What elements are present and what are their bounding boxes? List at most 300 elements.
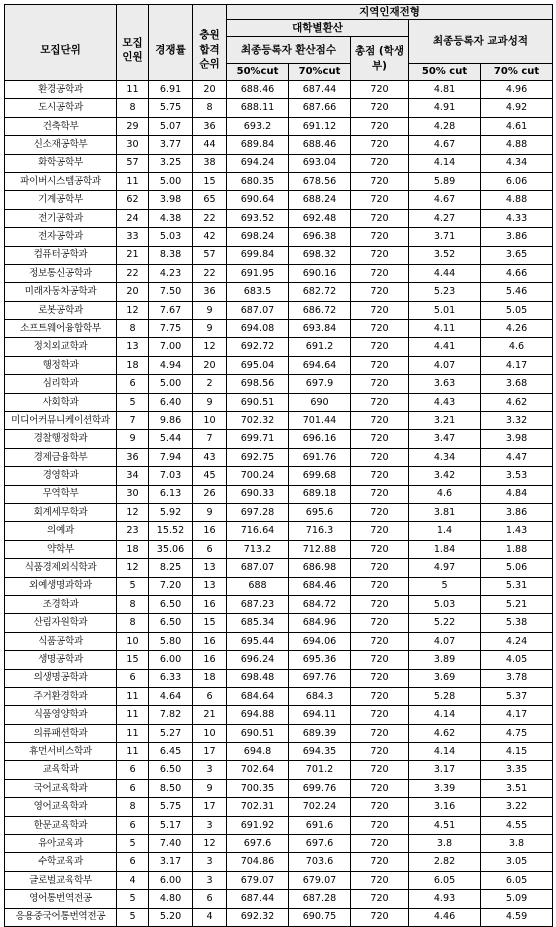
total-cell: 720: [351, 798, 409, 816]
table-row: [5, 687, 553, 705]
score-cut70-cell: 679.07: [289, 871, 351, 889]
waitlist-cell: 65: [193, 191, 227, 209]
table-row: [5, 595, 553, 613]
dept-cell: 약학부: [5, 540, 117, 558]
competition-cell: 6.00: [149, 651, 193, 669]
total-cell: 720: [351, 816, 409, 834]
score-cut70-cell: 686.98: [289, 559, 351, 577]
header-blank: [193, 5, 227, 20]
grade-cut70-cell: 3.68: [481, 375, 553, 393]
dept-cell: 신소재공학부: [5, 136, 117, 154]
univ-score-header: 대학별환산: [227, 20, 409, 37]
score-cut50-cell: 679.07: [227, 871, 289, 889]
quota-cell: 11: [117, 687, 149, 705]
grade-cut50-cell: 3.71: [409, 228, 481, 246]
grade-cut50-cell: 3.69: [409, 669, 481, 687]
competition-cell: 7.67: [149, 301, 193, 319]
dept-cell: 로봇공학과: [5, 301, 117, 319]
waitlist-cell: 20: [193, 81, 227, 99]
total-cell: 720: [351, 540, 409, 558]
score-cut50-cell: 691.95: [227, 264, 289, 282]
waitlist-cell: 9: [193, 503, 227, 521]
quota-cell: 29: [117, 117, 149, 135]
table-row: [5, 651, 553, 669]
cut50-header: 50%cut: [227, 64, 289, 81]
grade-cut50-cell: 4.62: [409, 724, 481, 742]
score-cut70-cell: 684.72: [289, 595, 351, 613]
table-row: [5, 430, 553, 448]
total-cell: 720: [351, 522, 409, 540]
quota-cell: 6: [117, 669, 149, 687]
dept-cell: 도시공학과: [5, 99, 117, 117]
quota-cell: 21: [117, 246, 149, 264]
table-row: [5, 412, 553, 430]
score-cut50-cell: 700.24: [227, 467, 289, 485]
score-cut50-cell: 695.04: [227, 356, 289, 374]
waitlist-cell: 9: [193, 393, 227, 411]
score-cut50-cell: 688.11: [227, 99, 289, 117]
competition-cell: 3.98: [149, 191, 193, 209]
competition-cell: 5.75: [149, 99, 193, 117]
quota-cell: 20: [117, 283, 149, 301]
total-cell: 720: [351, 761, 409, 779]
quota-cell: 62: [117, 191, 149, 209]
score-cut50-cell: 697.28: [227, 503, 289, 521]
score-cut50-cell: 683.5: [227, 283, 289, 301]
grade-cut50-cell: 4.07: [409, 632, 481, 650]
grade-cut70-cell: 3.86: [481, 503, 553, 521]
total-cell: 720: [351, 485, 409, 503]
grade-cut70-cell: 1.43: [481, 522, 553, 540]
competition-cell: 5.80: [149, 632, 193, 650]
competition-cell: 7.40: [149, 835, 193, 853]
waitlist-cell: 20: [193, 356, 227, 374]
total-header: 총점 (학생부): [351, 37, 409, 81]
final-grade-header: 최종등록자 교과성적: [409, 20, 553, 64]
competition-cell: 8.38: [149, 246, 193, 264]
dept-cell: 미래자동차공학과: [5, 283, 117, 301]
dept-cell: 행정학과: [5, 356, 117, 374]
grade-cut70-cell: 4.75: [481, 724, 553, 742]
score-cut50-cell: 688.46: [227, 81, 289, 99]
grade-cut50-cell: 4.46: [409, 908, 481, 926]
grade-cut50-cell: 4.91: [409, 99, 481, 117]
score-cut70-cell: 692.48: [289, 209, 351, 227]
waitlist-cell: 9: [193, 779, 227, 797]
quota-cell: 11: [117, 724, 149, 742]
table-row: [5, 706, 553, 724]
grade-cut50-cell: 4.67: [409, 191, 481, 209]
admission-results-table: [4, 4, 553, 927]
quota-cell: 8: [117, 320, 149, 338]
score-cut50-cell: 699.71: [227, 430, 289, 448]
dept-cell: 식품경제외식학과: [5, 559, 117, 577]
competition-cell: 6.33: [149, 669, 193, 687]
score-cut50-cell: 692.32: [227, 908, 289, 926]
score-cut50-cell: 687.07: [227, 559, 289, 577]
total-cell: 720: [351, 136, 409, 154]
waitlist-cell: 18: [193, 669, 227, 687]
competition-cell: 4.64: [149, 687, 193, 705]
grade-cut70-cell: 3.78: [481, 669, 553, 687]
dept-cell: 화학공학부: [5, 154, 117, 172]
waitlist-cell: 16: [193, 632, 227, 650]
score-cut70-cell: 690: [289, 393, 351, 411]
quota-cell: 4: [117, 871, 149, 889]
dept-cell: 경영학과: [5, 467, 117, 485]
waitlist-cell: 9: [193, 320, 227, 338]
waitlist-cell: 26: [193, 485, 227, 503]
total-cell: 720: [351, 320, 409, 338]
score-cut50-cell: 704.86: [227, 853, 289, 871]
score-cut50-cell: 693.2: [227, 117, 289, 135]
table-body: [5, 81, 553, 927]
grade-cut50-cell: 3.8: [409, 835, 481, 853]
dept-cell: 회계세무학과: [5, 503, 117, 521]
table-row: [5, 448, 553, 466]
score-cut50-cell: 698.48: [227, 669, 289, 687]
grade-cut70-cell: 3.98: [481, 430, 553, 448]
competition-cell: 5.44: [149, 430, 193, 448]
score-cut70-cell: 678.56: [289, 172, 351, 190]
score-cut70-cell: 682.72: [289, 283, 351, 301]
dept-cell: 의류패션학과: [5, 724, 117, 742]
quota-cell: 5: [117, 890, 149, 908]
table-row: [5, 246, 553, 264]
dept-cell: 전자공학과: [5, 228, 117, 246]
grade-cut50-cell: 4.41: [409, 338, 481, 356]
score-cut50-cell: 692.75: [227, 448, 289, 466]
grade-cut70-cell: 3.51: [481, 779, 553, 797]
quota-cell: 18: [117, 540, 149, 558]
competition-cell: 5.27: [149, 724, 193, 742]
grade-cut70-cell: 1.88: [481, 540, 553, 558]
total-cell: 720: [351, 577, 409, 595]
grade-cut50-cell: 3.39: [409, 779, 481, 797]
dept-cell: 전기공학과: [5, 209, 117, 227]
quota-cell: 8: [117, 99, 149, 117]
score-cut70-cell: 697.6: [289, 835, 351, 853]
score-cut50-cell: 697.6: [227, 835, 289, 853]
total-cell: 720: [351, 430, 409, 448]
score-cut50-cell: 691.92: [227, 816, 289, 834]
total-cell: 720: [351, 503, 409, 521]
score-cut50-cell: 716.64: [227, 522, 289, 540]
score-cut70-cell: 694.35: [289, 743, 351, 761]
total-cell: 720: [351, 853, 409, 871]
waitlist-cell: 15: [193, 614, 227, 632]
competition-cell: 6.91: [149, 81, 193, 99]
quota-cell: 30: [117, 485, 149, 503]
competition-cell: 7.94: [149, 448, 193, 466]
score-cut50-cell: 690.33: [227, 485, 289, 503]
waitlist-cell: 16: [193, 595, 227, 613]
grade-cut70-cell: 5.46: [481, 283, 553, 301]
score-cut70-cell: 699.68: [289, 467, 351, 485]
quota-header: 모집 인원: [117, 20, 149, 81]
total-cell: 720: [351, 375, 409, 393]
total-cell: 720: [351, 338, 409, 356]
total-cell: 720: [351, 448, 409, 466]
waitlist-cell: 22: [193, 264, 227, 282]
grade-cut70-cell: 4.17: [481, 356, 553, 374]
grade-cut50-cell: 4.51: [409, 816, 481, 834]
grade-cut70-cell: 4.55: [481, 816, 553, 834]
competition-cell: 6.40: [149, 393, 193, 411]
total-cell: 720: [351, 154, 409, 172]
score-cut70-cell: 691.6: [289, 816, 351, 834]
total-cell: 720: [351, 687, 409, 705]
total-cell: 720: [351, 117, 409, 135]
grade-cut70-cell: 3.32: [481, 412, 553, 430]
table-row: [5, 320, 553, 338]
waitlist-cell: 10: [193, 724, 227, 742]
table-row: [5, 540, 553, 558]
grade-cut70-cell: 4.66: [481, 264, 553, 282]
quota-cell: 6: [117, 375, 149, 393]
score-cut70-cell: 687.66: [289, 99, 351, 117]
dept-cell: 심리학과: [5, 375, 117, 393]
table-row: [5, 761, 553, 779]
table-row: [5, 577, 553, 595]
score-cut70-cell: 703.6: [289, 853, 351, 871]
score-cut70-cell: 691.2: [289, 338, 351, 356]
grade-cut70-cell: 4.61: [481, 117, 553, 135]
score-cut70-cell: 688.24: [289, 191, 351, 209]
score-cut50-cell: 698.24: [227, 228, 289, 246]
dept-cell: 의예과: [5, 522, 117, 540]
score-cut70-cell: 697.9: [289, 375, 351, 393]
table-row: [5, 283, 553, 301]
waitlist-cell: 10: [193, 412, 227, 430]
competition-cell: 8.50: [149, 779, 193, 797]
total-cell: 720: [351, 81, 409, 99]
grade-cut70-cell: 3.86: [481, 228, 553, 246]
score-cut50-cell: 694.08: [227, 320, 289, 338]
table-row: [5, 522, 553, 540]
dept-cell: 환경공학과: [5, 81, 117, 99]
grade-cut70-cell: 4.88: [481, 191, 553, 209]
competition-cell: 15.52: [149, 522, 193, 540]
dept-cell: 식품공학과: [5, 632, 117, 650]
grade-cut70-cell: 3.22: [481, 798, 553, 816]
total-cell: 720: [351, 283, 409, 301]
waitlist-cell: 36: [193, 117, 227, 135]
waitlist-cell: 12: [193, 338, 227, 356]
total-cell: 720: [351, 393, 409, 411]
grade-cut50-cell: 4.93: [409, 890, 481, 908]
competition-cell: 4.80: [149, 890, 193, 908]
dept-cell: 유아교육과: [5, 835, 117, 853]
table-row: [5, 908, 553, 926]
table-row: [5, 393, 553, 411]
total-cell: 720: [351, 99, 409, 117]
total-cell: 720: [351, 614, 409, 632]
table-row: [5, 172, 553, 190]
competition-cell: 3.25: [149, 154, 193, 172]
dept-cell: 경제금융학부: [5, 448, 117, 466]
dept-cell: 글로벌교육학부: [5, 871, 117, 889]
grade-cut70-cell: 5.21: [481, 595, 553, 613]
table-row: [5, 503, 553, 521]
dept-cell: 식품영양학과: [5, 706, 117, 724]
score-cut50-cell: 694.24: [227, 154, 289, 172]
competition-cell: 5.03: [149, 228, 193, 246]
grade-cut50-cell: 3.47: [409, 430, 481, 448]
dept-cell: 생명공학과: [5, 651, 117, 669]
grade-cut50-cell: 4.97: [409, 559, 481, 577]
competition-cell: 35.06: [149, 540, 193, 558]
score-cut50-cell: 713.2: [227, 540, 289, 558]
waitlist-cell: 17: [193, 743, 227, 761]
dept-cell: 영어교육학과: [5, 798, 117, 816]
grade-cut50-cell: 5.23: [409, 283, 481, 301]
dept-cell: 국어교육학과: [5, 779, 117, 797]
total-cell: 720: [351, 301, 409, 319]
quota-cell: 13: [117, 338, 149, 356]
waitlist-cell: 12: [193, 835, 227, 853]
score-cut50-cell: 700.35: [227, 779, 289, 797]
total-cell: 720: [351, 246, 409, 264]
score-cut70-cell: 690.16: [289, 264, 351, 282]
total-cell: 720: [351, 632, 409, 650]
total-cell: 720: [351, 779, 409, 797]
grade-cut50-cell: 5: [409, 577, 481, 595]
competition-cell: 5.00: [149, 375, 193, 393]
score-cut70-cell: 687.28: [289, 890, 351, 908]
competition-cell: 4.23: [149, 264, 193, 282]
waitlist-cell: 7: [193, 430, 227, 448]
competition-cell: 5.20: [149, 908, 193, 926]
score-cut70-cell: 697.76: [289, 669, 351, 687]
table-row: [5, 559, 553, 577]
grade-cut50-cell: 3.16: [409, 798, 481, 816]
score-cut70-cell: 693.84: [289, 320, 351, 338]
competition-cell: 3.77: [149, 136, 193, 154]
waitlist-header: 충원 합격 순위: [193, 20, 227, 81]
quota-cell: 11: [117, 706, 149, 724]
final-score-header: 최종등록자 환산점수: [227, 37, 351, 64]
dept-cell: 응용중국어통번역전공: [5, 908, 117, 926]
grade-cut70-cell: 6.06: [481, 172, 553, 190]
score-cut50-cell: 690.64: [227, 191, 289, 209]
grade-cut50-cell: 5.22: [409, 614, 481, 632]
total-cell: 720: [351, 467, 409, 485]
score-cut50-cell: 693.52: [227, 209, 289, 227]
quota-cell: 12: [117, 503, 149, 521]
dept-cell: 교육학과: [5, 761, 117, 779]
score-cut50-cell: 702.64: [227, 761, 289, 779]
waitlist-cell: 8: [193, 99, 227, 117]
score-cut50-cell: 690.51: [227, 393, 289, 411]
dept-header: 모집단위: [5, 20, 117, 81]
waitlist-cell: 22: [193, 209, 227, 227]
score-cut70-cell: 684.96: [289, 614, 351, 632]
grade-cut70-cell: 4.17: [481, 706, 553, 724]
waitlist-cell: 3: [193, 761, 227, 779]
quota-cell: 22: [117, 264, 149, 282]
grade-cut50-cell: 4.14: [409, 154, 481, 172]
total-cell: 720: [351, 908, 409, 926]
quota-cell: 10: [117, 632, 149, 650]
quota-cell: 6: [117, 779, 149, 797]
competition-cell: 3.17: [149, 853, 193, 871]
quota-cell: 12: [117, 301, 149, 319]
waitlist-cell: 6: [193, 687, 227, 705]
score-cut70-cell: 701.44: [289, 412, 351, 430]
dept-cell: 사회학과: [5, 393, 117, 411]
score-cut50-cell: 696.24: [227, 651, 289, 669]
grade-cut70-cell: 5.09: [481, 890, 553, 908]
total-cell: 720: [351, 191, 409, 209]
score-cut70-cell: 694.06: [289, 632, 351, 650]
score-cut70-cell: 687.44: [289, 81, 351, 99]
quota-cell: 6: [117, 761, 149, 779]
score-cut50-cell: 687.07: [227, 301, 289, 319]
grade-cut50-cell: 4.44: [409, 264, 481, 282]
waitlist-cell: 3: [193, 816, 227, 834]
waitlist-cell: 44: [193, 136, 227, 154]
dept-cell: 조경학과: [5, 595, 117, 613]
score-cut50-cell: 688: [227, 577, 289, 595]
dept-cell: 휴먼서비스학과: [5, 743, 117, 761]
table-row: [5, 301, 553, 319]
grade-cut50-cell: 3.42: [409, 467, 481, 485]
quota-cell: 8: [117, 798, 149, 816]
competition-cell: 9.86: [149, 412, 193, 430]
grade-cut50-cell: 1.84: [409, 540, 481, 558]
quota-cell: 11: [117, 81, 149, 99]
table-row: [5, 724, 553, 742]
total-cell: 720: [351, 209, 409, 227]
quota-cell: 7: [117, 412, 149, 430]
header-blank: [117, 5, 149, 20]
quota-cell: 34: [117, 467, 149, 485]
quota-cell: 5: [117, 908, 149, 926]
waitlist-cell: 57: [193, 246, 227, 264]
grade-cut50-cell: 4.34: [409, 448, 481, 466]
waitlist-cell: 21: [193, 706, 227, 724]
grade-cut50-cell: 4.27: [409, 209, 481, 227]
waitlist-cell: 9: [193, 301, 227, 319]
table-header: [5, 5, 553, 81]
quota-cell: 6: [117, 816, 149, 834]
competition-cell: 7.20: [149, 577, 193, 595]
table-row: [5, 816, 553, 834]
competition-cell: 5.00: [149, 172, 193, 190]
score-cut50-cell: 687.23: [227, 595, 289, 613]
total-cell: 720: [351, 724, 409, 742]
header-blank: [149, 5, 193, 20]
grade-cut70-cell: 4.59: [481, 908, 553, 926]
quota-cell: 9: [117, 430, 149, 448]
dept-cell: 외예생명과학과: [5, 577, 117, 595]
quota-cell: 18: [117, 356, 149, 374]
competition-cell: 4.94: [149, 356, 193, 374]
table-row: [5, 871, 553, 889]
quota-cell: 8: [117, 595, 149, 613]
quota-cell: 36: [117, 448, 149, 466]
table-row: [5, 890, 553, 908]
quota-cell: 11: [117, 743, 149, 761]
score-cut70-cell: 699.76: [289, 779, 351, 797]
score-cut70-cell: 689.18: [289, 485, 351, 503]
table-row: [5, 99, 553, 117]
waitlist-cell: 13: [193, 559, 227, 577]
total-cell: 720: [351, 743, 409, 761]
competition-cell: 6.13: [149, 485, 193, 503]
grade-cut70-cell: 3.05: [481, 853, 553, 871]
